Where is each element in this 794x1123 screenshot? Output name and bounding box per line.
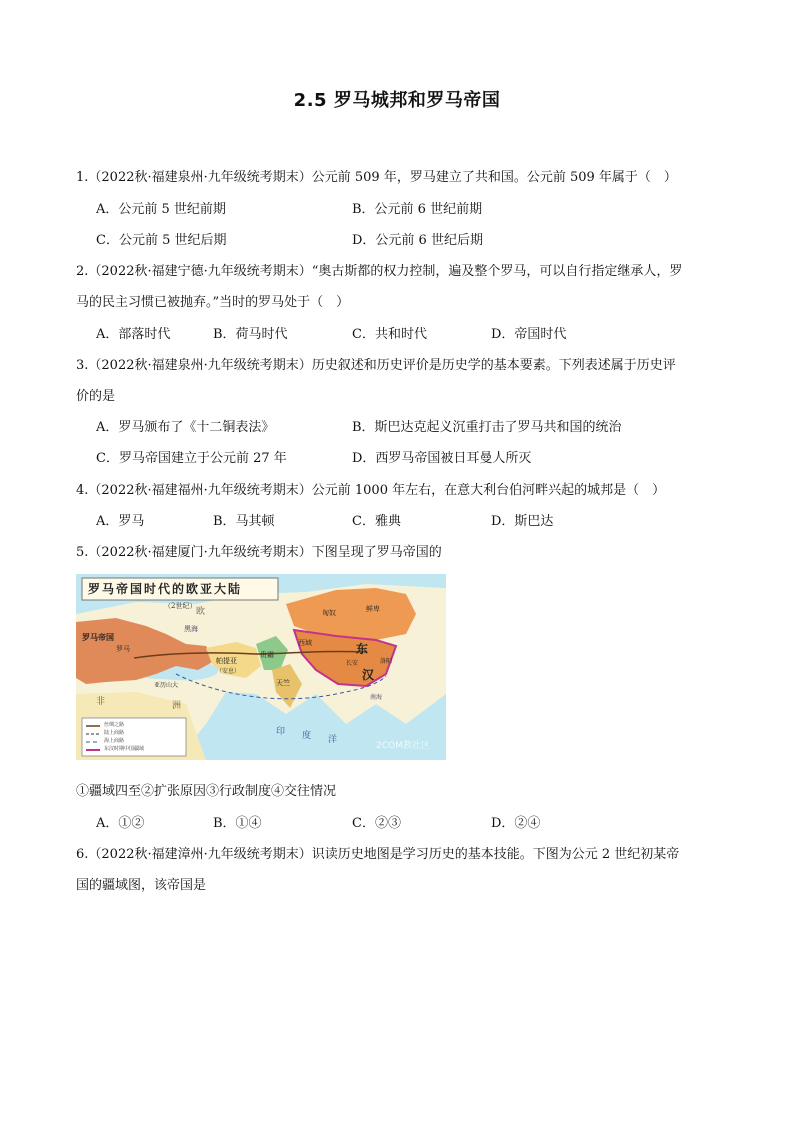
map-subtitle: （2世纪） — [164, 602, 197, 610]
question-1-option-d[interactable]: D．公元前 6 世纪后期 — [352, 233, 483, 248]
question-4-stem: 4.（2022秋·福建福州·九年级统考期末）公元前 1000 年左右，在意大利台伯河畔兴起的城邦是（ ） — [76, 483, 666, 498]
map-label-anxi: （安息） — [216, 668, 241, 675]
question-4-option-a[interactable]: A．罗马 — [96, 514, 145, 529]
map-label-parthia: 帕提亚 — [216, 657, 237, 665]
map-label-yang: 洋 — [328, 735, 338, 745]
question-2-stem-line-2: 马的民主习惯已被抛弃。”当时的罗马处于（ ） — [76, 295, 350, 310]
map-label-europe: 欧 — [196, 607, 206, 617]
question-5-options-intro: ①疆域四至②扩张原因③行政制度④交往情况 — [76, 784, 337, 799]
map-label-zhou: 洲 — [172, 701, 182, 711]
map-label-nanhai: 南海 — [370, 694, 383, 701]
map-label-sea: 黑海 — [184, 625, 198, 633]
map-label-changan: 长安 — [346, 660, 359, 667]
map-label-yin: 印 — [276, 727, 286, 737]
question-3-option-b[interactable]: B．斯巴达克起义沉重打击了罗马共和国的统治 — [352, 420, 622, 435]
question-4-option-d[interactable]: D．斯巴达 — [491, 514, 554, 529]
question-1-stem: 1.（2022秋·福建泉州·九年级统考期末）公元前 509 年，罗马建立了共和国。公元前 509 年属于（ ） — [76, 170, 677, 185]
map-label-fei: 非 — [96, 697, 106, 707]
question-3-stem-line-2: 价的是 — [76, 389, 116, 404]
map-label-xiyu: 西域 — [298, 639, 312, 647]
map-label-han: 汉 — [362, 668, 375, 682]
legend-label-border: 东汉时期中国疆域 — [104, 746, 145, 752]
legend-label-land: 陆上商路 — [104, 730, 125, 736]
map-label-du: 度 — [302, 731, 312, 741]
question-2-option-c[interactable]: C．共和时代 — [352, 327, 427, 342]
map-title: 罗马帝国时代的欧亚大陆 — [88, 582, 243, 596]
question-4-option-c[interactable]: C．雅典 — [352, 514, 401, 529]
map-svg — [76, 574, 446, 760]
map-label-guishuang: 贵霜 — [260, 651, 274, 659]
question-2-stem-line-1: 2.（2022秋·福建宁德·九年级统考期末）“奥古斯都的权力控制，遍及整个罗马，可以自行指定继承人，罗 — [76, 264, 683, 279]
question-3-stem-line-1: 3.（2022秋·福建泉州·九年级统考期末）历史叙述和历史评价是历史学的基本要素。下列表述属于历史评 — [76, 358, 676, 373]
map-label-xiongnu: 匈奴 — [322, 609, 336, 617]
legend-label-sea: 海上商路 — [104, 738, 125, 744]
map-label-dong: 东 — [356, 642, 369, 656]
question-1-option-c[interactable]: C．公元前 5 世纪后期 — [96, 233, 227, 248]
map-label-alexandria: 亚历山大 — [154, 682, 179, 689]
question-5-option-d[interactable]: D．②④ — [491, 816, 541, 831]
map-label-tianzhu: 天竺 — [276, 679, 290, 687]
question-4-option-b[interactable]: B．马其顿 — [213, 514, 275, 529]
question-3-option-d[interactable]: D．西罗马帝国被日耳曼人所灭 — [352, 451, 532, 466]
question-2-option-a[interactable]: A．部落时代 — [96, 327, 171, 342]
question-2-option-d[interactable]: D．帝国时代 — [491, 327, 567, 342]
map-label-luoyang: 洛阳 — [380, 658, 393, 665]
question-5-option-b[interactable]: B．①④ — [213, 816, 262, 831]
question-1-option-a[interactable]: A．公元前 5 世纪前期 — [96, 202, 226, 217]
question-5-option-a[interactable]: A．①② — [96, 816, 145, 831]
question-2-option-b[interactable]: B．荷马时代 — [213, 327, 288, 342]
map-label-xianbei: 鲜卑 — [366, 605, 380, 613]
question-6-stem-line-1: 6.（2022秋·福建漳州·九年级统考期末）识读历史地图是学习历史的基本技能。下图为公元 2 世纪初某帝 — [76, 847, 680, 862]
map-label-roman-empire: 罗马帝国 — [82, 632, 114, 642]
roman-empire-map — [76, 574, 446, 760]
question-3-option-a[interactable]: A．罗马颁布了《十二铜表法》 — [96, 420, 275, 435]
question-5-option-c[interactable]: C．②③ — [352, 816, 401, 831]
page-title: 2.5 罗马城邦和罗马帝国 — [293, 90, 501, 111]
question-1-option-b[interactable]: B．公元前 6 世纪前期 — [352, 202, 483, 217]
question-5-stem: 5.（2022秋·福建厦门·九年级统考期末）下图呈现了罗马帝国的 — [76, 545, 442, 560]
map-label-luoma: 罗马 — [116, 645, 130, 653]
legend-label-silk: 丝绸之路 — [104, 722, 125, 728]
map-watermark: 2COM教社区 — [376, 741, 430, 751]
question-3-option-c[interactable]: C．罗马帝国建立于公元前 27 年 — [96, 451, 287, 466]
question-6-stem-line-2: 国的疆域图，该帝国是 — [76, 878, 207, 893]
